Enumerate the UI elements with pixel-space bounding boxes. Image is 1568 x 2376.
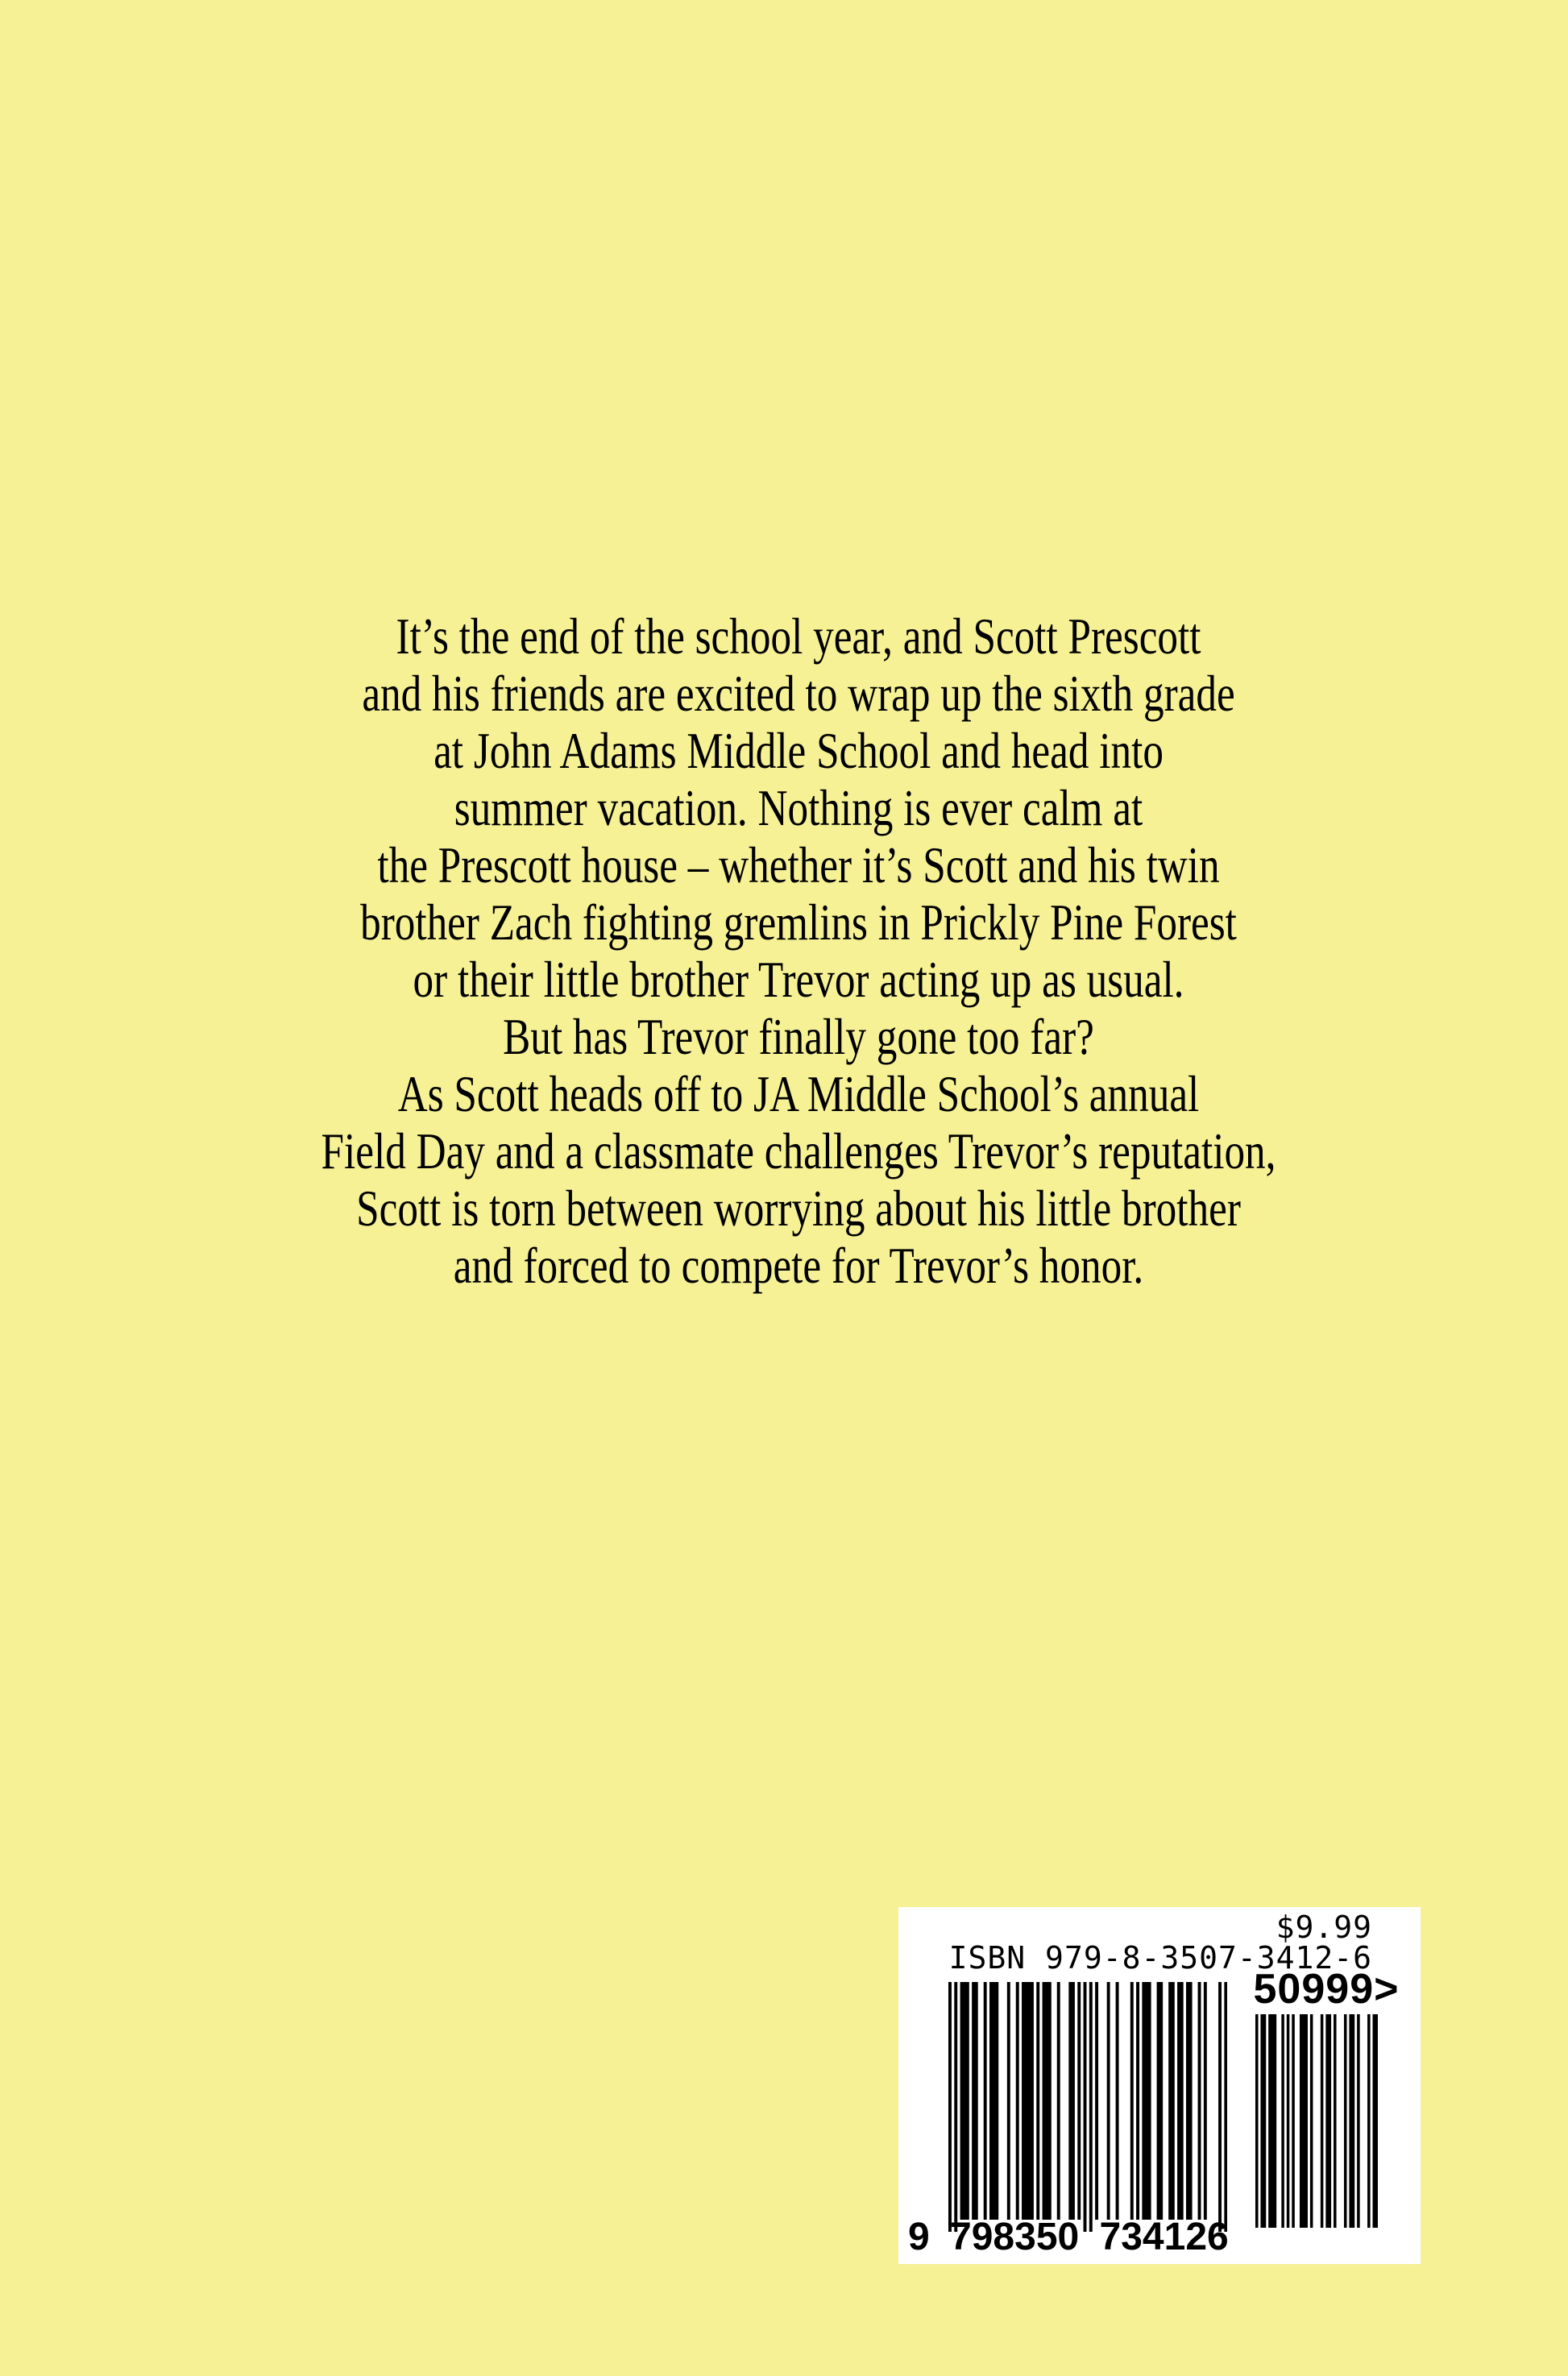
price-text: $9.99: [1276, 1910, 1372, 1945]
ean13-digits: 9 798350 734126: [908, 2216, 1229, 2258]
ean5-supplement-barcode: [1255, 2014, 1378, 2228]
back-cover-text-line: But has Trevor finally gone too far?: [503, 1008, 1094, 1065]
back-cover-text-line: It’s the end of the school year, and Scott Prescott: [396, 607, 1201, 665]
back-cover-text-line: the Prescott house – whether it’s Scott and his twin: [377, 836, 1220, 894]
back-cover-text-line: Scott is torn between worrying about his little brother: [356, 1180, 1241, 1237]
barcode-label: [898, 1907, 1421, 2264]
back-cover-text-line: at John Adams Middle School and head into: [433, 722, 1164, 779]
back-cover-text-line: or their little brother Trevor acting up as usual.: [413, 951, 1184, 1008]
back-cover-text-line: and his friends are excited to wrap up the sixth grade: [362, 665, 1235, 722]
ean13-barcode: [948, 1982, 1227, 2232]
supplement-digits: 50999>: [1253, 1966, 1400, 2013]
isbn-text: ISBN 979-8-3507-3412-6: [948, 1940, 1372, 1976]
back-cover-text-line: Field Day and a classmate challenges Trevor’s reputation,: [321, 1122, 1276, 1180]
back-cover-text-line: summer vacation. Nothing is ever calm at: [454, 779, 1143, 836]
back-cover-text-line: As Scott heads off to JA Middle School’s annual: [397, 1065, 1200, 1122]
back-cover-text-line: brother Zach fighting gremlins in Prickly Pine Forest: [360, 894, 1237, 951]
back-cover-blurb: [172, 607, 1425, 1294]
back-cover-text-line: and forced to compete for Trevor’s honor.: [453, 1237, 1144, 1294]
